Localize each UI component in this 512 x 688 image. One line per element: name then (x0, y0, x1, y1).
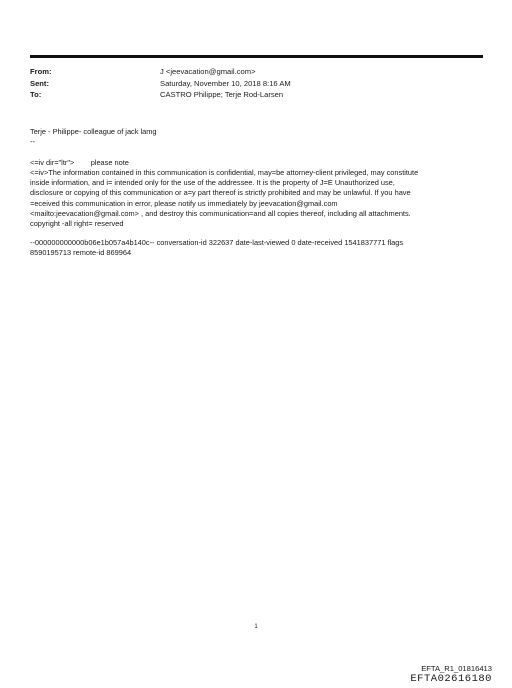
from-value: J <jeevacation@gmail.com> (160, 67, 256, 76)
email-body (30, 127, 480, 258)
to-row (30, 89, 291, 101)
sent-value: Saturday, November 10, 2018 8:16 AM (160, 78, 291, 88)
greeting-line: Terje - Philippe- colleague of jack lamg (30, 127, 157, 136)
bates-number-1: EFTA_R1_01816413 (421, 664, 492, 673)
bates-number-2: EFTA02616180 (410, 673, 492, 685)
email-header (30, 66, 291, 101)
note-line: <=iv dir="ltr"> please note (30, 157, 129, 167)
to-value: CASTRO Philippe; Terje Rod-Larsen (160, 90, 284, 99)
page-number: 1 (254, 624, 258, 630)
sent-row (30, 78, 291, 90)
from-label: From: (30, 67, 52, 76)
bates-stamp (410, 664, 492, 685)
header-rule (30, 55, 483, 58)
to-label: To: (30, 90, 42, 99)
metadata-line: --000000000000b06e1b057a4b140c-- conversation-id 322637 date-last-viewed 0 date-received 1541837771 flags 8590195713 remote-id 869964 (30, 237, 404, 257)
disclaimer-paragraph: <=iv>The information contained in this communication is confidential, may=be attorney-client privileged, may constitute inside information, and i= intended only for the use of the addressee. It is the property of J=E Unauthorized use, disclosure or copying of this communication or a=y part thereof is strictly prohibited and may be unlawful. If you have =eceived this communication in error, please notify us immediately by jeevacation@gmail.com <mailto:jeevacation@gmail.com> , and destroy this communication=and all copies thereof, including all attachments. copyright -all right= reserved (30, 167, 419, 229)
sent-label: Sent: (30, 78, 49, 88)
from-row (30, 66, 291, 78)
separator-line: -- (30, 137, 35, 147)
